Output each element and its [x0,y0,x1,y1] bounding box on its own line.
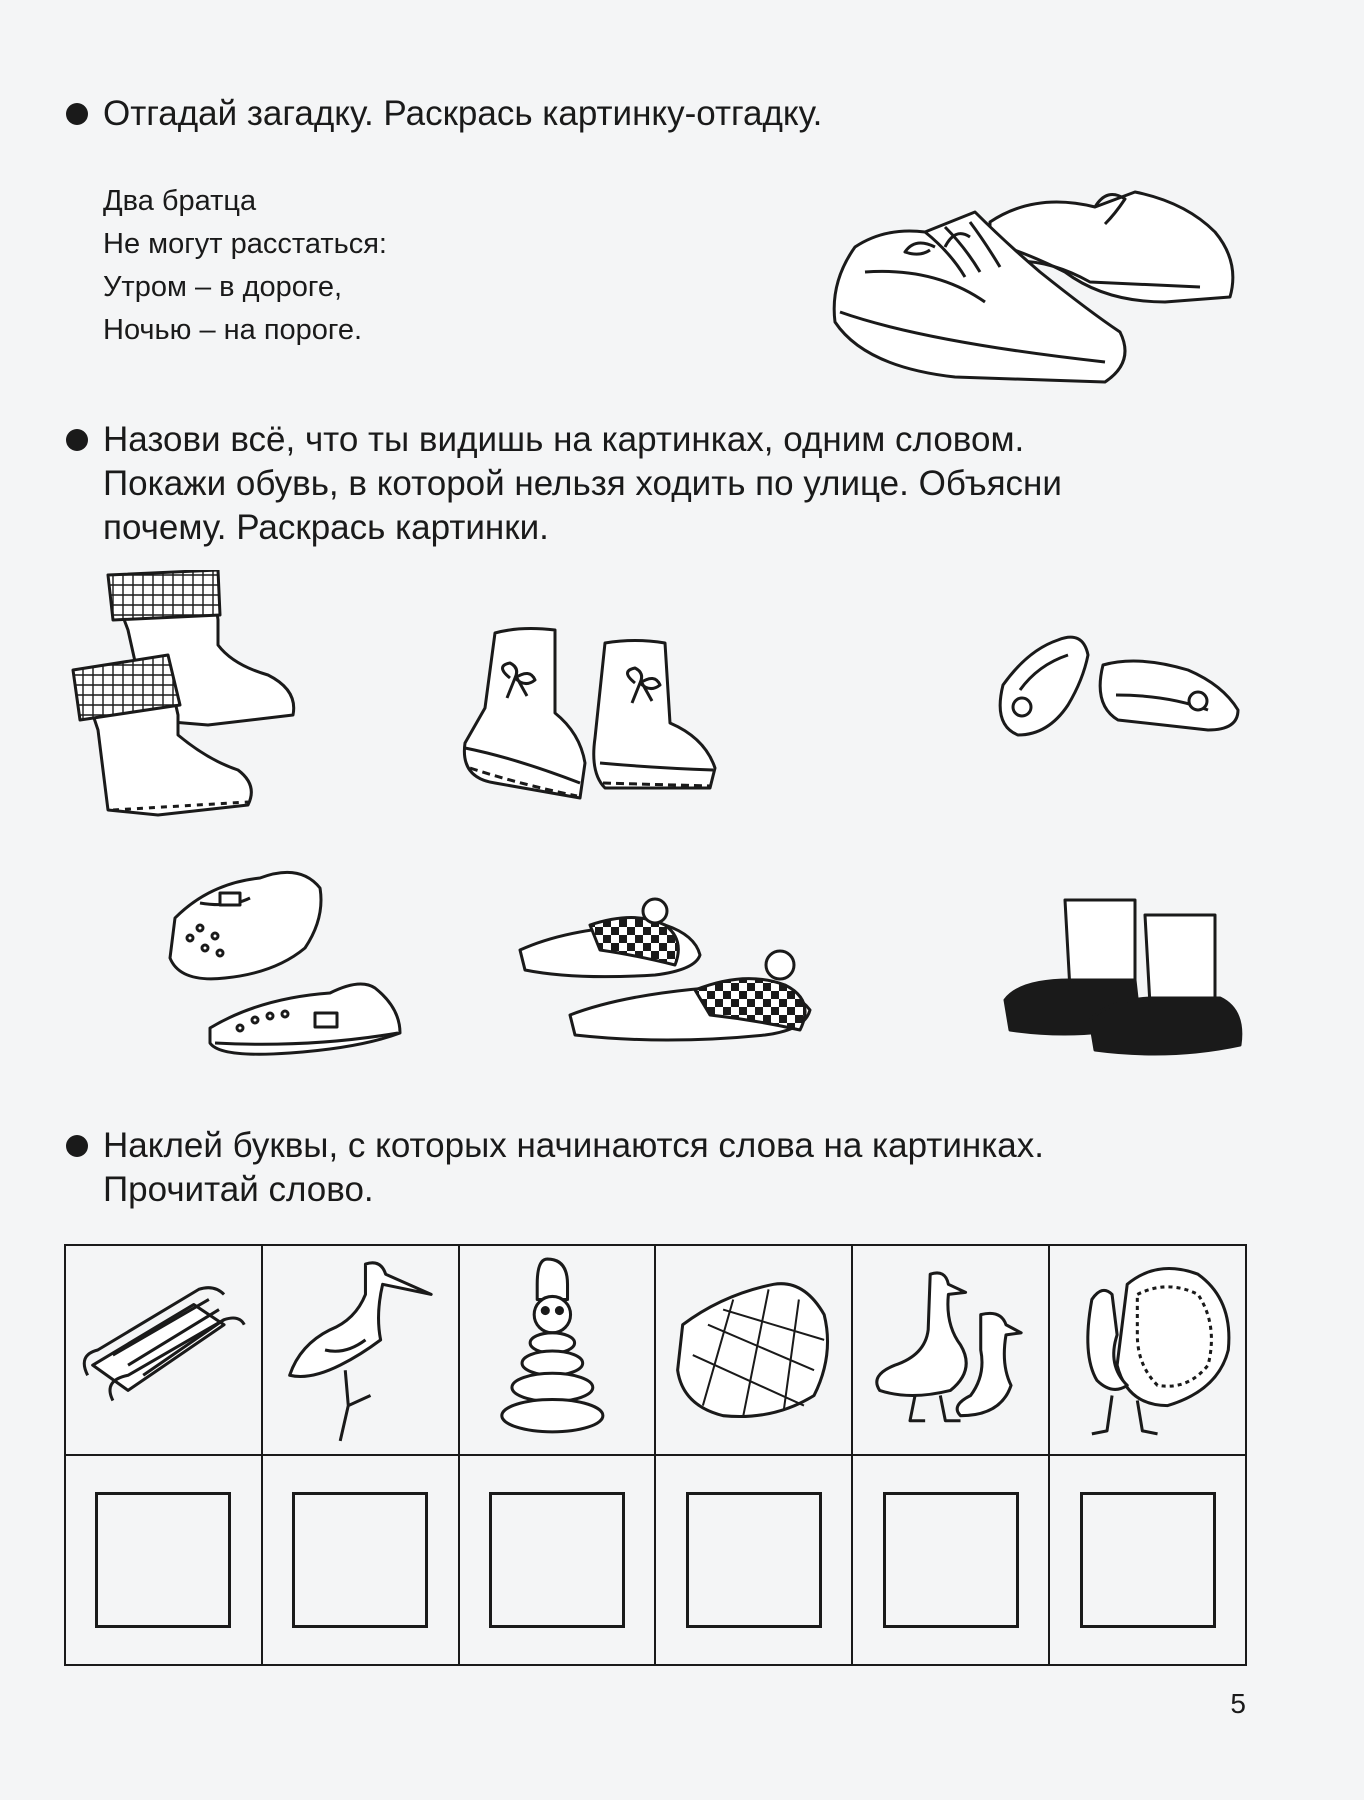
task-2-line: Покажи обувь, в которой нельзя ходить по улице. Объясни [103,464,1062,503]
letter-grid [64,1244,1247,1664]
picture-cell [655,1245,852,1455]
picture-cell [459,1245,656,1455]
letter-slot[interactable] [883,1492,1019,1628]
pillow-icon [662,1254,845,1446]
ballet-flats-icon [988,615,1243,750]
bullet-icon [66,1135,88,1157]
pyramid-toy-icon [466,1254,649,1446]
rubber-boots-icon [455,618,765,813]
task-2-line: почему. Раскрась картинки. [103,508,549,547]
riddle [103,180,387,352]
letter-slot[interactable] [1080,1492,1216,1628]
letter-slot-cell [655,1455,852,1665]
bullet-icon [66,103,88,125]
picture-cell [1049,1245,1246,1455]
task-3-line: Прочитай слово. [103,1170,374,1209]
letter-slot[interactable] [489,1492,625,1628]
task-3 [68,1124,1044,1212]
letter-slot[interactable] [95,1492,231,1628]
letter-slot-cell [262,1455,459,1665]
riddle-line: Не могут расстаться: [103,228,387,260]
letter-slot-cell [1049,1455,1246,1665]
task-1-instruction: Отгадай загадку. Раскрась картинку-отгадку. [103,94,823,133]
bullet-icon [66,429,88,451]
winter-boots-icon [1000,890,1245,1060]
slippers-icon [515,895,855,1055]
task-1 [68,92,822,136]
riddle-line: Два братца [103,185,257,217]
riddle-line: Утром – в дороге, [103,271,343,303]
letter-slot-cell [852,1455,1049,1665]
sneakers-icon [805,152,1255,402]
goose-icon [859,1254,1042,1446]
page-number: 5 [1230,1688,1246,1719]
stork-icon [269,1254,452,1446]
picture-cell [262,1245,459,1455]
letter-slot-cell [65,1455,262,1665]
felt-boots-icon [68,570,308,830]
task-3-line: Наклей буквы, с которых начинаются слова на картинках. [103,1126,1044,1165]
picture-cell [65,1245,262,1455]
picture-cell [852,1245,1049,1455]
sandals-icon [160,858,415,1078]
task-2 [68,418,1062,550]
riddle-line: Ночью – на пороге. [103,314,363,346]
turkey-icon [1056,1254,1239,1446]
sled-icon [72,1254,255,1446]
letter-slot[interactable] [292,1492,428,1628]
letter-slot[interactable] [686,1492,822,1628]
task-2-line: Назови всё, что ты видишь на картинках, одним словом. [103,420,1025,459]
letter-slot-cell [459,1455,656,1665]
